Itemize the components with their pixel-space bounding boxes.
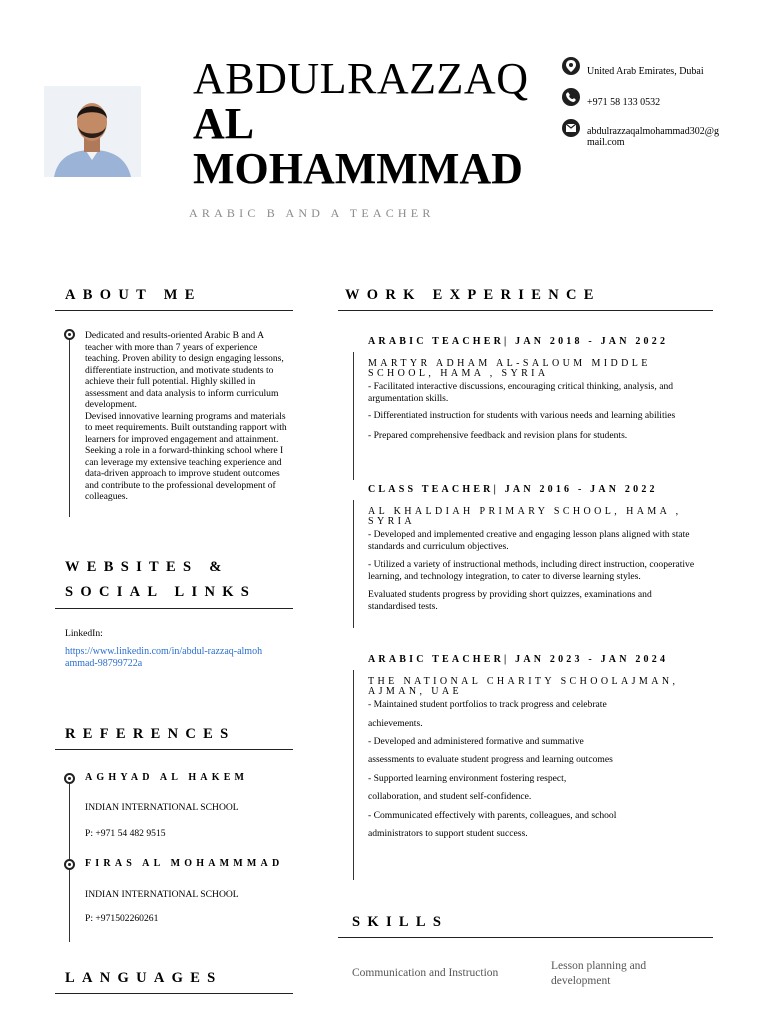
job-3-line-6: collaboration, and student self-confidence.	[368, 791, 532, 802]
reference-2-org: INDIAN INTERNATIONAL SCHOOL	[85, 889, 239, 900]
job-3-line-5: - Supported learning environment fostering respect,	[368, 773, 567, 784]
about-paragraph-1: Dedicated and results-oriented Arabic B and A teacher with more than 7 years of experience teaching. Proven ability to design engaging lessons, differentiate instruction, and motivate students to achieve their full potential. Highly skilled in assessment and data analysis to inform curriculum development.	[85, 330, 284, 410]
job-1-employer: MARTYR ADHAM AL-SALOUM MIDDLE SCHOOL, HAMA , SYRIA	[368, 358, 651, 379]
about-divider	[55, 310, 293, 311]
job-3-title: ARABIC TEACHER| JAN 2023 - JAN 2024	[368, 654, 669, 665]
job-3-line-2: achievements.	[368, 718, 423, 729]
languages-divider	[55, 993, 293, 994]
skill-1: Communication and Instruction	[352, 967, 499, 979]
skills-divider	[338, 937, 713, 938]
job-3-employer: THE NATIONAL CHARITY SCHOOLAJMAN, AJMAN, UAE	[368, 676, 679, 697]
job-2-bullet-2: - Utilized a variety of instructional methods, including direct instruction, cooperative learning, and technology integration, to cater to diverse learning styles.	[368, 559, 695, 582]
envelope-icon	[562, 119, 580, 137]
phone-icon	[562, 88, 580, 106]
job-3-line	[353, 670, 354, 880]
about-timeline-line	[69, 333, 70, 517]
job-2-title: CLASS TEACHER| JAN 2016 - JAN 2022	[368, 484, 658, 495]
references-section-title: REFERENCES	[65, 726, 236, 742]
job-1-bullet-2: - Differentiated instruction for students with various needs and learning abilities	[368, 410, 676, 421]
last-name-line2: MOHAMMMAD	[193, 144, 523, 193]
first-name: ABDULRAZZAQ	[193, 54, 529, 103]
job-3-line-8: administrators to support student success.	[368, 828, 528, 839]
websites-title-line1: WEBSITES &	[65, 559, 229, 575]
job-1-line	[353, 352, 354, 480]
contact-location: United Arab Emirates, Dubai	[587, 66, 704, 77]
linkedin-link[interactable]: https://www.linkedin.com/in/abdul-razzaq-almohammad-98799722a	[65, 646, 263, 669]
job-1-title: ARABIC TEACHER| JAN 2018 - JAN 2022	[368, 336, 669, 347]
about-paragraph-2: Devised innovative learning programs and materials to meet requirements. Built outstanding rapport with learners for improved engagement and attainment.	[85, 410, 287, 445]
job-2-employer: AL KHALDIAH PRIMARY SCHOOL, HAMA , SYRIA	[368, 506, 682, 527]
job-3-line-3: - Developed and administered formative and summative	[368, 736, 584, 747]
profile-photo	[44, 86, 141, 177]
reference-1-phone[interactable]: P: +971 54 482 9515	[85, 828, 166, 839]
skill-2: Lesson planning and development	[551, 960, 647, 987]
reference-1-dot	[64, 773, 75, 784]
job-3-line-4: assessments to evaluate student progress and learning outcomes	[368, 754, 613, 765]
work-section-title: WORK EXPERIENCE	[345, 287, 601, 303]
work-divider	[338, 310, 713, 311]
reference-1-name: AGHYAD AL HAKEM	[85, 772, 249, 783]
reference-2-phone[interactable]: P: +971502260261	[85, 913, 159, 924]
websites-title-line2: SOCIAL LINKS	[65, 584, 257, 600]
job-3-line-7: - Communicated effectively with parents, colleagues, and school	[368, 810, 617, 821]
job-2-bullet-3: Evaluated students progress by providing short quizzes, examinations and standardised tests.	[368, 589, 652, 612]
about-section-title: ABOUT ME	[65, 287, 202, 303]
job-1-bullet-3: - Prepared comprehensive feedback and revision plans for students.	[368, 430, 628, 441]
about-paragraph-3: Seeking a role in a forward-thinking school where I can leverage my extensive teaching experience and data-driven approach to improve student outcomes and contribute to the professional development of colleagues.	[85, 445, 284, 502]
candidate-name	[193, 56, 553, 191]
references-divider	[55, 749, 293, 750]
contact-phone[interactable]: +971 58 133 0532	[587, 97, 661, 108]
about-text	[85, 330, 290, 503]
job-1-bullet-1: - Facilitated interactive discussions, encouraging critical thinking, analysis, and argumentation skills.	[368, 381, 674, 404]
reference-2-dot	[64, 859, 75, 870]
job-title: ARABIC B AND A TEACHER	[189, 206, 435, 220]
languages-section-title: LANGUAGES	[65, 970, 223, 986]
location-pin-icon	[562, 57, 580, 75]
websites-divider	[55, 608, 293, 609]
job-2-bullet-1: - Developed and implemented creative and engaging lesson plans aligned with state standards and curriculum objectives.	[368, 529, 690, 552]
job-2-line	[353, 500, 354, 628]
last-name-line1: AL	[193, 99, 255, 148]
about-timeline-dot	[64, 329, 75, 340]
skills-section-title: SKILLS	[352, 914, 449, 930]
linkedin-label: LinkedIn:	[65, 628, 103, 639]
reference-2-name: FIRAS AL MOHAMMMAD	[85, 858, 284, 869]
reference-1-org: INDIAN INTERNATIONAL SCHOOL	[85, 802, 239, 813]
contact-email[interactable]: abdulrazzaqalmohammad302@gmail.com	[587, 126, 719, 148]
job-3-line-1: - Maintained student portfolios to track progress and celebrate	[368, 699, 607, 710]
